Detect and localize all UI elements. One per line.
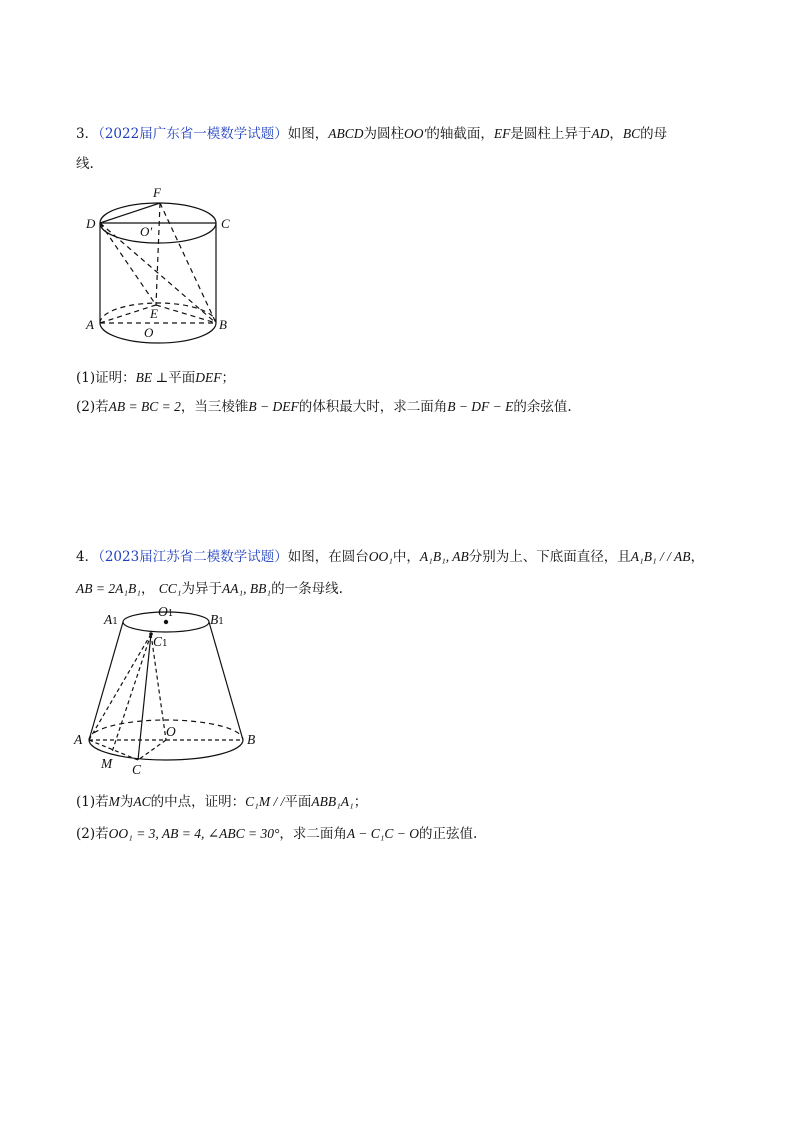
label-A1-letter: A (104, 612, 113, 627)
label-A1 (104, 612, 118, 628)
label-O-letter: O (166, 724, 176, 739)
segment-AE (100, 305, 156, 323)
text: 线. (76, 156, 94, 172)
math: BC (622, 126, 641, 141)
text: 平面 (168, 370, 196, 386)
math: ABCD (328, 126, 364, 141)
label-C1 (153, 634, 168, 650)
math: OO′ (403, 126, 427, 141)
label-C1-letter: C (153, 634, 163, 649)
segment-FE (156, 203, 160, 305)
label-F: F (153, 185, 161, 200)
text: ，求二面角 (279, 826, 347, 842)
label-O1-letter: O (158, 604, 168, 619)
math: DEF (195, 370, 222, 385)
text: 如图， (287, 126, 329, 142)
math: OO₁ (368, 549, 393, 564)
segment-OC (138, 740, 166, 760)
label-E: E (150, 306, 158, 321)
text: 的一条母线. (271, 581, 343, 597)
frustum-side-right (209, 622, 243, 740)
text: 为 (119, 794, 134, 810)
label-C1-sub: 1 (162, 639, 168, 649)
math: CC₁ (158, 581, 182, 596)
math: AA₁, BB₁ (221, 581, 272, 596)
math: A₁B₁, AB (419, 549, 469, 564)
text: 如图，在圆台 (287, 549, 369, 565)
label-M (101, 756, 112, 772)
text: 是圆柱上异于 (510, 126, 592, 142)
problem-3-question-1 (76, 366, 235, 386)
problem-3-question-2 (76, 395, 572, 415)
text: (1)若 (76, 794, 109, 810)
text: 平面 (284, 794, 312, 810)
label-A-frustum (74, 732, 82, 748)
text: ， (609, 126, 623, 142)
problem-4-line-2 (76, 577, 343, 597)
text: ； (353, 794, 368, 810)
label-B1-letter: B (210, 612, 219, 627)
label-C-letter: C (132, 762, 142, 777)
text: 分别为上、下底面直径，且 (468, 549, 631, 565)
text: ； (221, 370, 235, 386)
text: ， (690, 549, 705, 565)
text: (2)若 (76, 399, 109, 415)
cylinder-bottom-front (100, 323, 216, 343)
segment-AC (89, 740, 138, 760)
segment-FB (160, 203, 216, 323)
problem-4-source: （2023届江苏省二模数学试题） (98, 549, 288, 565)
math: BE ⊥ (135, 370, 169, 385)
math: ABB₁A₁ (311, 794, 354, 809)
math: AB = BC = 2 (108, 399, 181, 414)
label-O1-sub: 1 (167, 609, 174, 619)
frustum-side-left (89, 622, 123, 740)
text: 的余弦值. (513, 399, 572, 415)
label-B-frustum (247, 732, 255, 748)
label-O: O (144, 325, 154, 340)
text: ， (140, 581, 155, 597)
math: AD (591, 126, 610, 141)
segment-DB (100, 223, 216, 323)
text: 为圆柱 (363, 126, 404, 142)
label-M-letter: M (101, 756, 113, 771)
text: (1)证明： (76, 370, 136, 386)
math: M (108, 794, 120, 809)
math: OO₁ = 3, AB = 4, ∠ABC = 30° (108, 826, 280, 841)
problem-4-question-2 (76, 822, 477, 842)
label-D: D (86, 216, 96, 231)
math: AC (133, 794, 151, 809)
label-B1 (210, 612, 224, 628)
segment-EB (156, 305, 216, 323)
problem-4-number: 4． (76, 549, 99, 565)
math: A₁B₁ / / AB (630, 549, 691, 564)
math: C₁M / / (245, 794, 285, 809)
label-B: B (219, 317, 227, 332)
point-O1 (164, 620, 168, 624)
math: B − DF − E (447, 399, 514, 414)
label-O-prime: O′ (140, 224, 153, 239)
text: 的轴截面， (426, 126, 494, 142)
text: 中， (392, 549, 420, 565)
text: 的母 (640, 126, 668, 142)
label-A1-sub: 1 (112, 617, 118, 627)
text: (2)若 (76, 826, 109, 842)
problem-4-question-1 (76, 790, 367, 810)
text: 为异于 (181, 581, 222, 597)
math: AB = 2A₁B₁ (76, 581, 141, 596)
text: ，当三棱锥 (180, 399, 249, 415)
problem-3-number: 3． (76, 126, 99, 142)
math: EF (493, 126, 511, 141)
label-O1 (158, 604, 173, 620)
text: 的正弦值. (419, 826, 478, 842)
math: B − DEF (248, 399, 299, 414)
label-B-letter: B (247, 732, 256, 747)
label-B1-sub: 1 (218, 617, 224, 627)
label-A: A (86, 317, 94, 332)
text: 的中点，证明： (150, 794, 246, 810)
problem-3-source: （2022届广东省一模数学试题） (98, 126, 288, 142)
math: A − C₁C − O (346, 826, 420, 841)
label-A-letter: A (74, 732, 83, 747)
problem-4-line-1 (76, 545, 704, 565)
label-C-frustum (132, 762, 141, 778)
label-C: C (221, 216, 230, 231)
text: 的体积最大时，求二面角 (298, 399, 448, 415)
label-O-frustum (166, 724, 176, 740)
